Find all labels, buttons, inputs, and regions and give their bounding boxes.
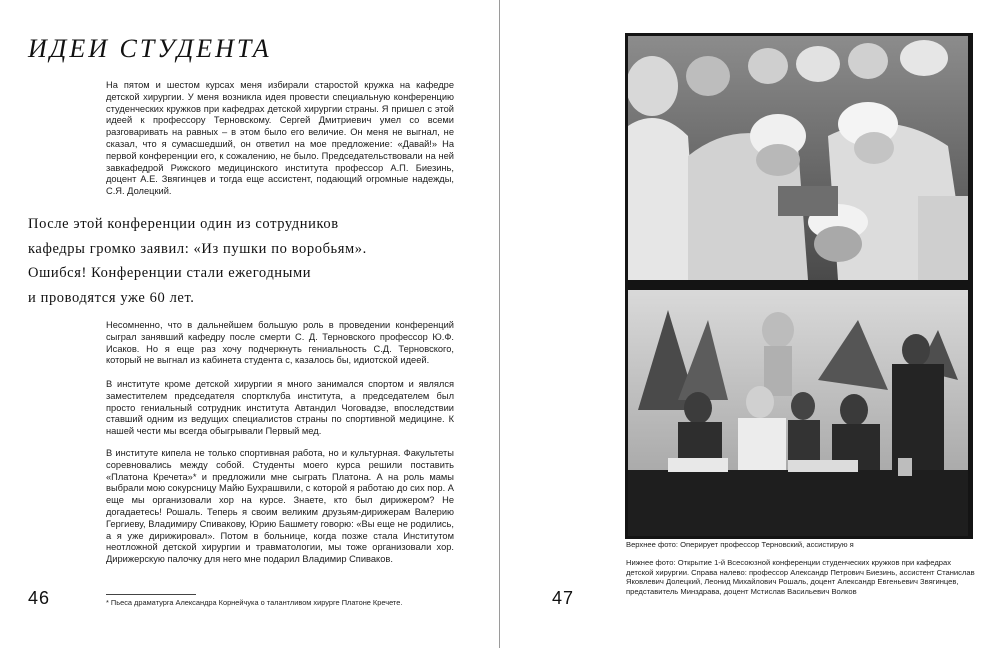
paragraph-sport: В институте кроме детской хирургии я много занимался спортом и являлся заместителем председателя спортклуба института, а председателем был просто гениальный сотрудник института Автандил Чоговадзе, впоследствии ставший одним из ведущих специалистов страны по спортивной медицине. К нашей чести мы всегда обыгрывали Первый мед.	[106, 379, 454, 437]
pull-quote-line: После этой конференции один из сотрудников	[28, 216, 339, 232]
page-spread-divider	[499, 0, 500, 648]
paragraph-culture: В институте кипела не только спортивная работа, но и культурная. Факультеты соревновались между собой. Студенты моего курса решили поставить «Платона Кречета»* и предложили мне сыграть Платона. А на роль мамы выбрали мою сокурсницу Майю Бухрашвили, с которой я работаю до сих пор. А еще мы организовали хор на курсе. Знаете, кто был дирижером? Не догадаетесь! Рошаль. Теперь я своим великим друзьям-дирижерам Валерию Гергиеву, Владимиру Спивакову, Юрию Башмету говорю: «Вы еще не родились, а я уже дирижировал». Потом в больнице, когда позже стала Институтом неотложной детской хирургии и травматологии, мы тоже организовали хор. Дирижерскую палочку для него мне подарил Владимир Спиваков.	[106, 448, 454, 565]
caption-top-photo: Верхнее фото: Оперирует профессор Терновский, ассистирую я	[626, 540, 854, 549]
pull-quote-line: Ошибся! Конференции стали ежегодными	[28, 265, 312, 281]
footnote: * Пьеса драматурга Александра Корнейчука о талантливом хирурге Платоне Кречете.	[106, 598, 403, 607]
page-number-right: 47	[552, 588, 575, 608]
paragraph-isakov: Несомненно, что в дальнейшем большую роль в проведении конференций сыграл занявший кафедру после смерти С. Д. Терновского профессор Ю.Ф. Исаков. Но я еще раз хочу подчеркнуть гениальность С.Д. Терновского, который не выгнал из кабинета студента с, казалось бы, идиотской идеей.	[106, 320, 454, 366]
pull-quote-line: кафедры громко заявил: «Из пушки по воробьям».	[28, 240, 367, 257]
footnote-rule	[106, 594, 196, 595]
conference-photo	[628, 290, 968, 536]
pull-quote	[28, 212, 468, 310]
page-number-left: 46	[28, 588, 51, 608]
pull-quote-line: и проводятся уже 60 лет.	[28, 289, 195, 306]
caption-bottom-photo: Нижнее фото: Открытие 1-й Всесоюзной конференции студенческих кружков при кафедрах детской хирургии. Справа налево: профессор Александр Петрович Биезинь, ассистент Станислав Яковлевич Долецкий, Леонид Михайлович Рошаль, доцент Александр Евгеньевич Звягинцев, представитель Минздрава, доцент Мстислав Васильевич Волков	[626, 558, 975, 596]
paragraph-intro: На пятом и шестом курсах меня избирали старостой кружка на кафедре детской хирургии. У меня возникла идея провести специальную конференцию студенческих кружков при кафедрах детской хирургии страны. Я пришел с этой идеей к профессору Терновскому. Сергей Дмитриевич умел со всеми разговаривать на равных – в этом было его величие. Он меня не выгнал, не сказал, что я сумасшедший, он ответил на мое предложение: «Давай!» На первой конференции его, к сожалению, не было. Председательствовали на ней завкафедрой Рижского медицинского института профессор А.П. Биезинь, доцент А.Е. Звягинцев и тогда еще ассистент, подающий огромные надежды, С.Я. Долецкий.	[106, 80, 454, 197]
chapter-title: ИДЕИ СТУДЕНТА	[28, 34, 272, 63]
surgery-photo	[628, 36, 968, 280]
